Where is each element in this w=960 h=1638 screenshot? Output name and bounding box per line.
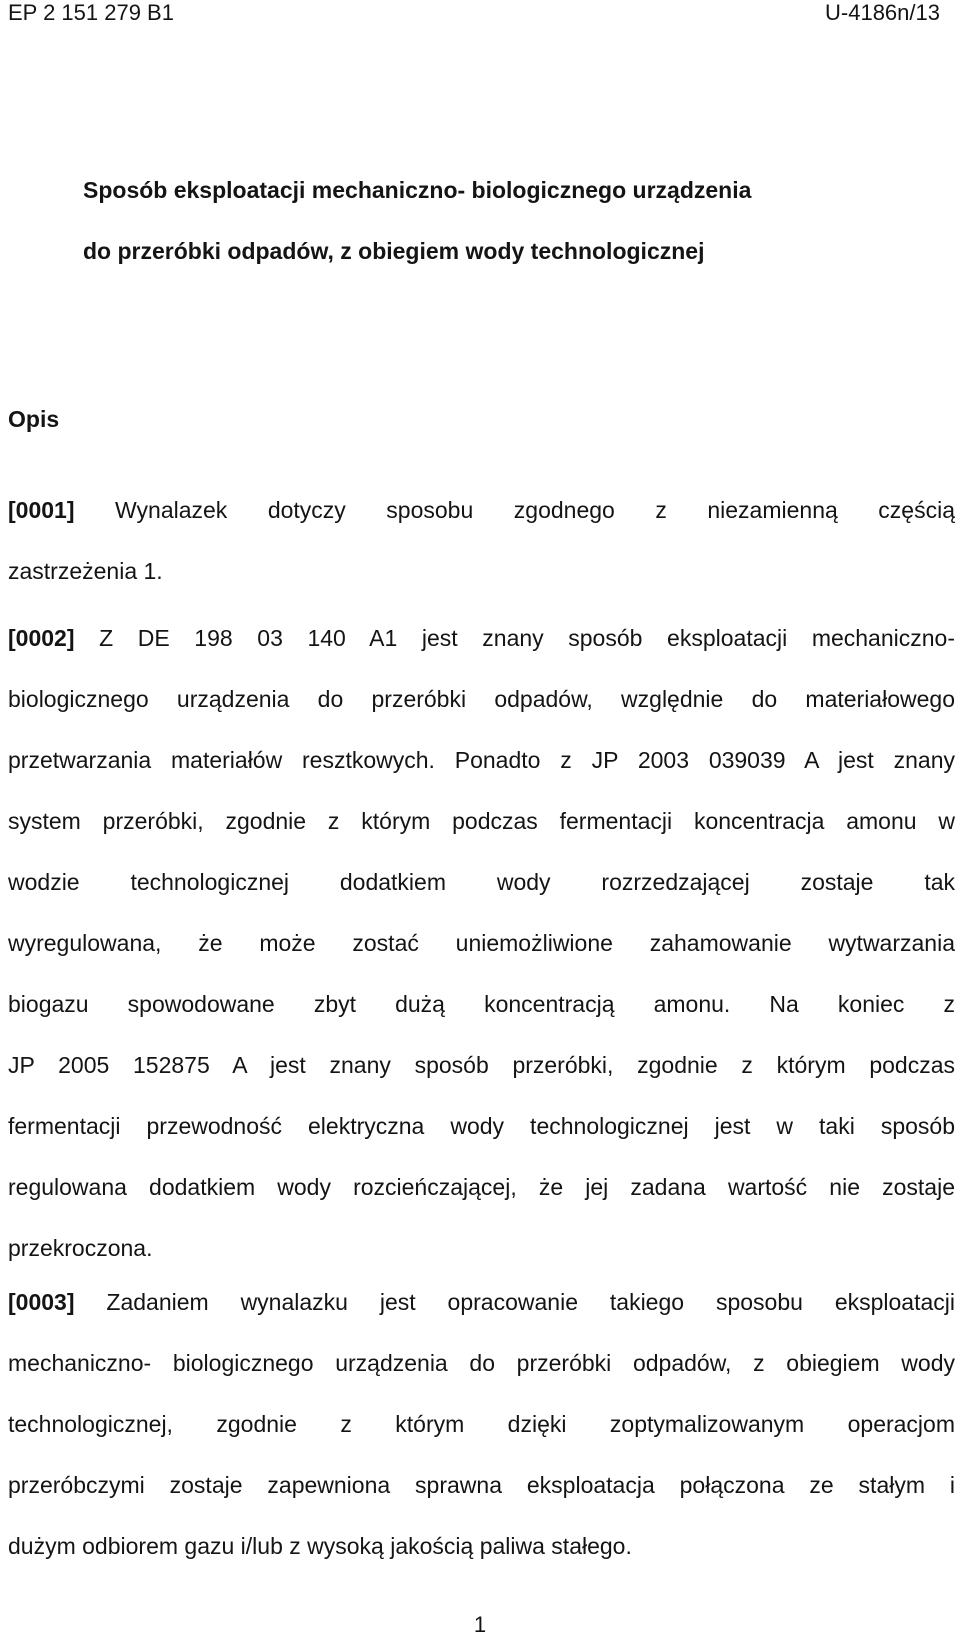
paragraph-line: [0003] Zadaniem wynalazku jest opracowanie takiego sposobu eksploatacji xyxy=(8,1289,955,1315)
paragraph-line: system przeróbki, zgodnie z którym podczas fermentacji koncentracja amonu w xyxy=(8,808,955,834)
title-line-2: do przeróbki odpadów, z obiegiem wody technologicznej xyxy=(83,238,705,264)
paragraph-ref: [0001] xyxy=(8,497,75,523)
title-line-1: Sposób eksploatacji mechaniczno- biologicznego urządzenia xyxy=(83,177,752,203)
paragraph-line: biologicznego urządzenia do przeróbki odpadów, względnie do materiałowego xyxy=(8,686,955,712)
paragraph-line: fermentacji przewodność elektryczna wody technologicznej jest w taki sposób xyxy=(8,1113,955,1139)
paragraph-line: przetwarzania materiałów resztkowych. Ponadto z JP 2003 039039 A jest znany xyxy=(8,747,955,773)
paragraph-ref: [0002] xyxy=(8,625,75,651)
patent-number: EP 2 151 279 B1 xyxy=(8,0,174,25)
paragraph-line: mechaniczno- biologicznego urządzenia do przeróbki odpadów, z obiegiem wody xyxy=(8,1350,955,1376)
paragraph-line: [0002] Z DE 198 03 140 A1 jest znany sposób eksploatacji mechaniczno- xyxy=(8,625,955,651)
paragraph-line: JP 2005 152875 A jest znany sposób przeróbki, zgodnie z którym podczas xyxy=(8,1052,955,1078)
paragraph-line: regulowana dodatkiem wody rozcieńczającej, że jej zadana wartość nie zostaje xyxy=(8,1174,955,1200)
paragraph-line: wyregulowana, że może zostać uniemożliwione zahamowanie wytwarzania xyxy=(8,930,955,956)
paragraph-line: technologicznej, zgodnie z którym dzięki zoptymalizowanym operacjom xyxy=(8,1411,955,1437)
page-header xyxy=(0,0,960,30)
paragraph-line: wodzie technologicznej dodatkiem wody rozrzedzającej zostaje tak xyxy=(8,869,955,895)
paragraph-0001 xyxy=(8,480,955,602)
paragraph-line: zastrzeżenia 1. xyxy=(8,558,163,584)
document-code: U-4186n/13 xyxy=(825,0,940,25)
paragraph-line: dużym odbiorem gazu i/lub z wysoką jakością paliwa stałego. xyxy=(8,1533,632,1559)
section-heading: Opis xyxy=(8,406,60,432)
paragraph-0002 xyxy=(8,608,955,1279)
paragraph-ref: [0003] xyxy=(8,1289,75,1315)
page-number: 1 xyxy=(473,1612,487,1637)
paragraph-line: przekroczona. xyxy=(8,1235,153,1261)
paragraph-line: [0001] Wynalazek dotyczy sposobu zgodnego z niezamienną częścią xyxy=(8,497,955,523)
paragraph-line: biogazu spowodowane zbyt dużą koncentracją amonu. Na koniec z xyxy=(8,991,955,1017)
paragraph-line: przeróbczymi zostaje zapewniona sprawna eksploatacja połączona ze stałym i xyxy=(8,1472,955,1498)
document-title xyxy=(83,160,751,282)
paragraph-0003 xyxy=(8,1272,955,1577)
